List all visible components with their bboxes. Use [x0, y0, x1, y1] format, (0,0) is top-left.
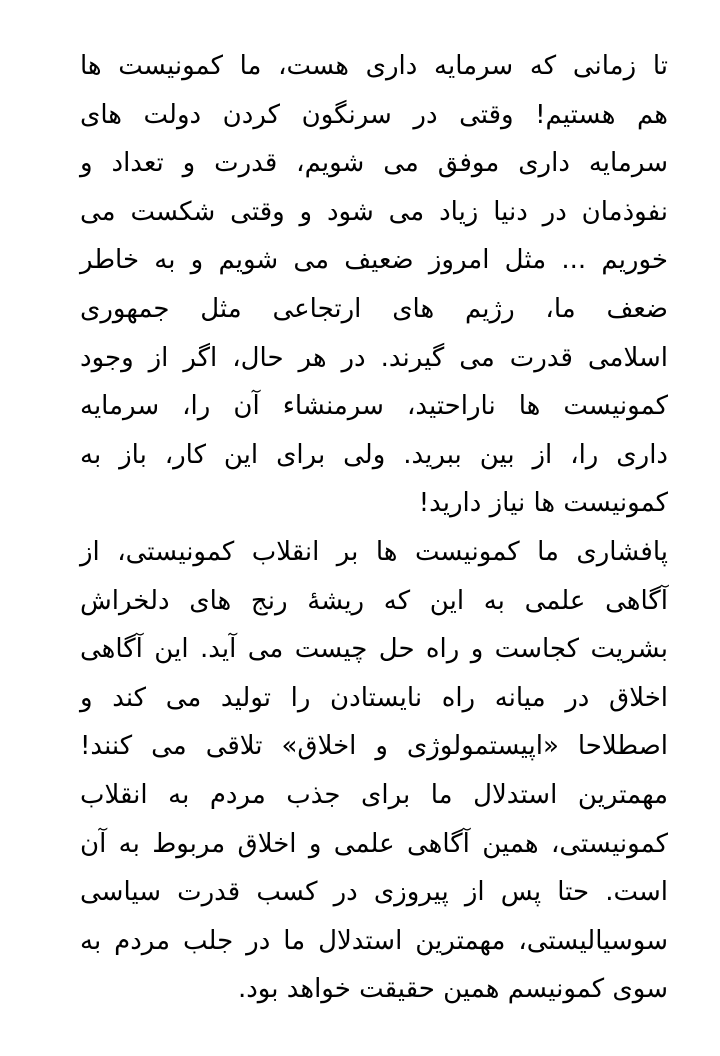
text-line: آگاهی علمی به این که ریشهٔ رنج های دلخراش	[80, 585, 668, 616]
text-line: تا زمانی که سرمایه داری هست، ما کمونیست ها	[80, 51, 668, 81]
text-line: سرمایه داری موفق می شویم، قدرت و تعداد و	[80, 148, 668, 179]
text-line: خوریم ... مثل امروز ضعیف می شویم و به خاطر	[80, 245, 668, 276]
text-line: کمونیست ها نیاز دارید!	[418, 488, 668, 519]
text-line: کمونیستی، همین آگاهی علمی و اخلاق مربوط به آن	[80, 828, 668, 859]
text-line: بشریت کجاست و راه حل چیست می آید. این آگاهی	[80, 634, 668, 665]
document-page	[80, 42, 668, 1014]
text-line: کمونیست ها ناراحتید، سرمنشاء آن را، سرمایه	[80, 391, 668, 422]
text-line: داری را، از بین ببرید. ولی برای این کار، باز به	[80, 439, 668, 470]
paragraph-2	[80, 528, 668, 1014]
text-line: نفوذمان در دنیا زیاد می شود و وقتی شکست می	[80, 196, 668, 227]
text-line: پافشاری ما کمونیست ها بر انقلاب کمونیستی، از	[80, 536, 668, 567]
text-line: اسلامی قدرت می گیرند. در هر حال، اگر از وجود	[80, 342, 668, 373]
text-line: هم هستیم! وقتی در سرنگون کردن دولت های	[80, 99, 668, 130]
text-line: اخلاق در میانه راه نایستادن را تولید می کند و	[80, 682, 668, 713]
text-line: ضعف ما، رژیم های ارتجاعی مثل جمهوری	[80, 293, 668, 324]
paragraph-1	[80, 42, 668, 528]
text-line: سوی کمونیسم همین حقیقت خواهد بود.	[237, 974, 668, 1005]
text-line: است. حتا پس از پیروزی در کسب قدرت سیاسی	[80, 877, 668, 908]
text-line: مهمترین استدلال ما برای جذب مردم به انقلاب	[80, 779, 668, 810]
text-line: اصطلاحا «اپیستمولوژی و اخلاق» تلاقی می کنند!	[80, 731, 668, 762]
text-line: سوسیالیستی، مهمترین استدلال ما در جلب مردم به	[80, 925, 668, 956]
